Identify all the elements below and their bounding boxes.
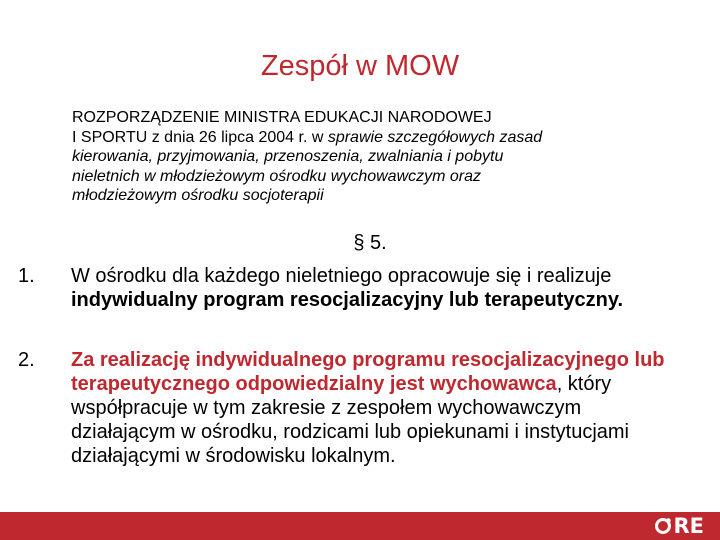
logo-text: RE (673, 514, 704, 538)
list-item (18, 264, 678, 312)
list-item-number: 1. (18, 265, 35, 287)
list-item-text-bold: indywidualny program resocjalizacyjny lub terapeutyczny. (71, 289, 624, 311)
paragraph-number: § 5. (353, 232, 387, 254)
ore-ring-icon (654, 517, 672, 535)
footer-bar (0, 512, 720, 540)
list-item-text-bold-red: Za realizację indywidualnego programu resocjalizacyjnego lub terapeutycznego odpowiedzialny jest wychowawca (71, 349, 665, 395)
list-item-number: 2. (18, 349, 35, 371)
regulation-line-5: młodzieżowym ośrodku socjoterapii (72, 187, 324, 204)
regulation-line-3: kierowania, przyjmowania, przenoszenia, zwalniania i pobytu (72, 148, 504, 165)
regulation-line-2-normal: I SPORTU z dnia 26 lipca 2004 r. w (72, 128, 328, 146)
list-item-text (71, 264, 678, 312)
regulation-line-2-italic: sprawie szczegółowych zasad (327, 128, 543, 146)
slide-title: Zespół w MOW (260, 50, 460, 82)
regulation-citation (72, 108, 672, 206)
regulation-line-2 (72, 128, 672, 148)
ore-logo (654, 514, 704, 538)
list-item (18, 348, 678, 468)
list-item-text-normal: W ośrodku dla każdego nieletniego opracowuje się i realizuje (71, 265, 612, 287)
regulation-line-1: ROZPORZĄDZENIE MINISTRA EDUKACJI NARODOWEJ (72, 109, 492, 126)
list-item-text (71, 348, 678, 468)
list-item-text-normal: , który współpracuje w tym zakresie z zespołem wychowawczym działającym w ośrodku, rodzicami lub opiekunami i instytucjami działającymi w środowisku lokalnym. (71, 373, 629, 467)
regulation-line-4: nieletnich w młodzieżowym ośrodku wychowawczym oraz (72, 167, 482, 185)
